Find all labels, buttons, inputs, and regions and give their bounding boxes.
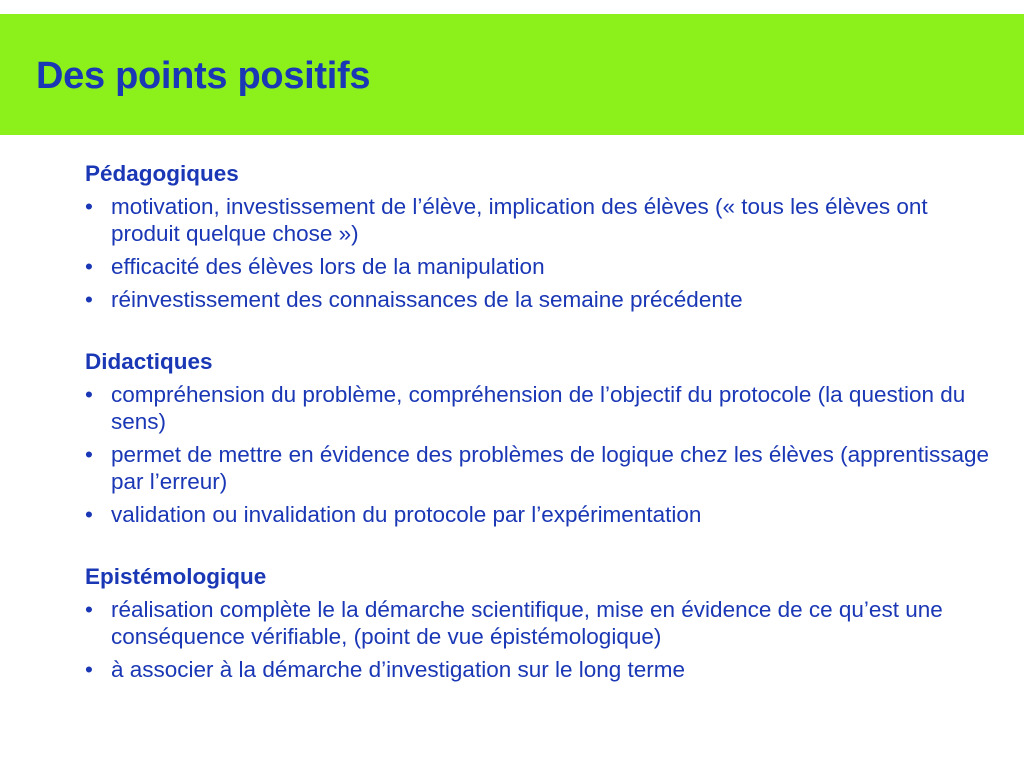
bullet-item: [85, 253, 1000, 280]
section-didactiques: [85, 348, 1000, 528]
slide-title: Des points positifs: [36, 55, 371, 97]
section-epistemologique: [85, 563, 1000, 683]
bullet-text: permet de mettre en évidence des problèmes de logique chez les élèves (apprentissage par l’erreur): [111, 442, 990, 494]
bullet-text: réalisation complète le la démarche scientifique, mise en évidence de ce qu’est une conséquence vérifiable, (point de vue épistémologique): [111, 597, 943, 649]
bullet-item: [85, 441, 1000, 495]
bullet-item: [85, 596, 1000, 650]
bullet-item: [85, 193, 1000, 247]
bullet-item: [85, 656, 1000, 683]
bullet-text: réinvestissement des connaissances de la semaine précédente: [111, 287, 743, 312]
bullet-text: efficacité des élèves lors de la manipulation: [111, 254, 545, 279]
bullet-dot: •: [85, 657, 93, 682]
bullet-text: à associer à la démarche d’investigation sur le long terme: [111, 657, 686, 682]
bullet-dot: •: [85, 597, 93, 622]
bullet-list: [85, 193, 1000, 313]
bullet-list: [85, 596, 1000, 683]
bullet-dot: •: [85, 194, 93, 219]
section-pedagogiques: [85, 160, 1000, 313]
bullet-text: validation ou invalidation du protocole par l’expérimentation: [111, 502, 702, 527]
slide-content: [85, 160, 1000, 718]
bullet-dot: •: [85, 287, 93, 312]
bullet-dot: •: [85, 442, 93, 467]
bullet-text: motivation, investissement de l’élève, implication des élèves (« tous les élèves ont produit quelque chose »): [111, 194, 928, 246]
bullet-dot: •: [85, 502, 93, 527]
bullet-dot: •: [85, 382, 93, 407]
bullet-text: compréhension du problème, compréhension de l’objectif du protocole (la question du sens): [111, 382, 966, 434]
bullet-item: [85, 501, 1000, 528]
bullet-dot: •: [85, 254, 93, 279]
section-heading: Didactiques: [85, 349, 213, 374]
bullet-list: [85, 381, 1000, 528]
bullet-item: [85, 381, 1000, 435]
bullet-item: [85, 286, 1000, 313]
section-heading: Epistémologique: [85, 564, 267, 589]
section-heading: Pédagogiques: [85, 161, 239, 186]
